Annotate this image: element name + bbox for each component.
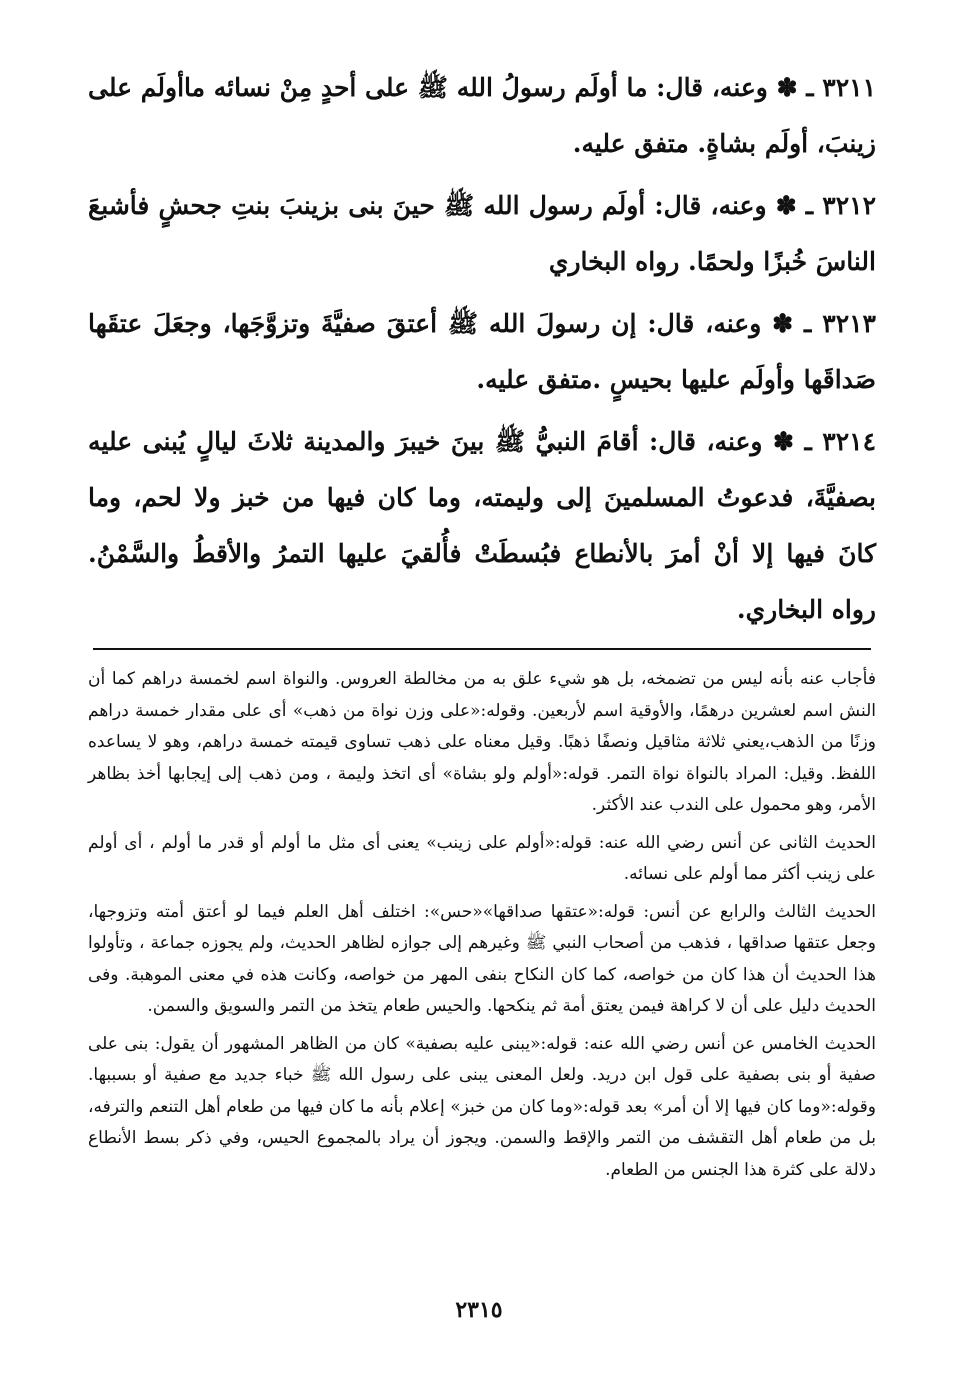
hadith-number: ٣٢١١ ـ ✽ — [776, 73, 876, 102]
hadith-number: ٣٢١٢ ـ ✽ — [775, 191, 876, 220]
hadith-3213 — [88, 296, 876, 408]
hadith-section — [88, 60, 876, 638]
hadith-text: وعنه، قال: إن رسولَ الله ﷺ أعتقَ صفيَّةَ وتزوَّجَها، وجعَلَ عتقَها صَداقَها وأولَم عليها بحيسٍ .متفق عليه. — [88, 309, 876, 394]
hadith-3211 — [88, 60, 876, 172]
commentary-paragraph: الحديث الخامس عن أنس رضي الله عنه: قوله:«يبنى عليه بصفية» كان من الظاهر المشهور أن يقول: بنى على صفية أو بنى بصفية على قول ابن دريد. ولعل المعنى يبنى على رسول الله ﷺ خباء جديد مع صفية أو بسببها. وقوله:«وما كان فيها إلا أن أمر» بعد قوله:«وما كان من خبز» إعلام بأنه ما كان فيها من طعام أهل التنعم والترفه، بل من طعام أهل التقشف من التمر والإقط والسمن. ويجوز أن يراد بالمجموع الحيس، وفي ذكر بسط الأنطاع دلالة على كثرة هذا الجنس من الطعام. — [88, 1033, 876, 1180]
commentary-paragraph: الحديث الثالث والرابع عن أنس: قوله:«عتقها صداقها»«حس»: اختلف أهل العلم فيما لو أعتق أمته وتزوجها، وجعل عتقها صداقها ، فذهب من أصحاب النبي ﷺ وغيرهم إلى جوازه لظاهر الحديث، ولم يجوزه جماعة ، وتأولوا هذا الحديث أن هذا كان من خواصه، كما كان النكاح بنفى المهر من خواصه، وكانت هذه في معنى الموهبة. وفى الحديث دليل على أن لا كراهة فيمن يعتق أمة ثم ينكحها. والحيس طعام يتخذ من التمر والسويق والسمن. — [88, 901, 876, 1016]
hadith-text: وعنه، قال: ما أولَم رسولُ الله ﷺ على أحدٍ مِنْ نسائه ماأولَم على زينبَ، أولَم بشاةٍ. متفق عليه. — [88, 73, 876, 158]
hadith-number: ٣٢١٤ ـ ✽ — [773, 427, 876, 456]
hadith-text: وعنه، قال: أولَم رسول الله ﷺ حينَ بنى بزينبَ بنتِ جحشٍ فأشبعَ الناسَ خُبزًا ولحمًا. رواه البخاري — [88, 191, 876, 276]
commentary-paragraph: الحديث الثانى عن أنس رضي الله عنه: قوله:«أولم على زينب» يعنى أى مثل ما أولم أو قدر ما أولم ، أى أولم على زينب أكثر مما أولم على نسائه. — [88, 832, 876, 884]
hadith-number: ٣٢١٣ ـ ✽ — [772, 309, 876, 338]
page-number: ٢٣١٥ — [455, 1297, 503, 1323]
hadith-3212 — [88, 178, 876, 290]
commentary-section — [88, 664, 876, 1186]
commentary-paragraph: فأجاب عنه بأنه ليس من تضمخه، بل هو شيء علق به من مخالطة العروس. والنواة اسم لخمسة دراهم كما أن النش اسم لعشرين درهمًا، والأوقية اسم لأربعين. وقوله:«على وزن نواة من ذهب» أى على مقدار خمسة دراهم وزنًا من الذهب،يعني ثلاثة مثاقيل ونصفًا ذهبًا. وقيل معناه على ذهب تساوى قيمته خمسة دراهم، وهو لا يساعده اللفظ. وقيل: المراد بالنواة نواة التمر. قوله:«أولم ولو بشاة» أى اتخذ وليمة ، ومن ذهب إلى إيجابها أخذ بظاهر الأمر، وهو محمول على الندب عند الأكثر. — [88, 669, 876, 815]
footnote-divider — [93, 648, 871, 650]
hadith-text: وعنه، قال: أقامَ النبيُّ ﷺ بينَ خيبرَ والمدينة ثلاثَ ليالٍ يُبنى عليه بصفيَّةَ، فدعوتُ المسلمينَ إلى وليمته، وما كان فيها من خبز ولا لحم، وما كانَ فيها إلا أنْ أمرَ بالأنطاع فبُسطَتْ فأُلقيَ عليها التمرُ والأقطُ والسَّمْنُ. رواه البخاري. — [88, 427, 876, 624]
page — [88, 60, 876, 1380]
hadith-3214 — [88, 414, 876, 638]
